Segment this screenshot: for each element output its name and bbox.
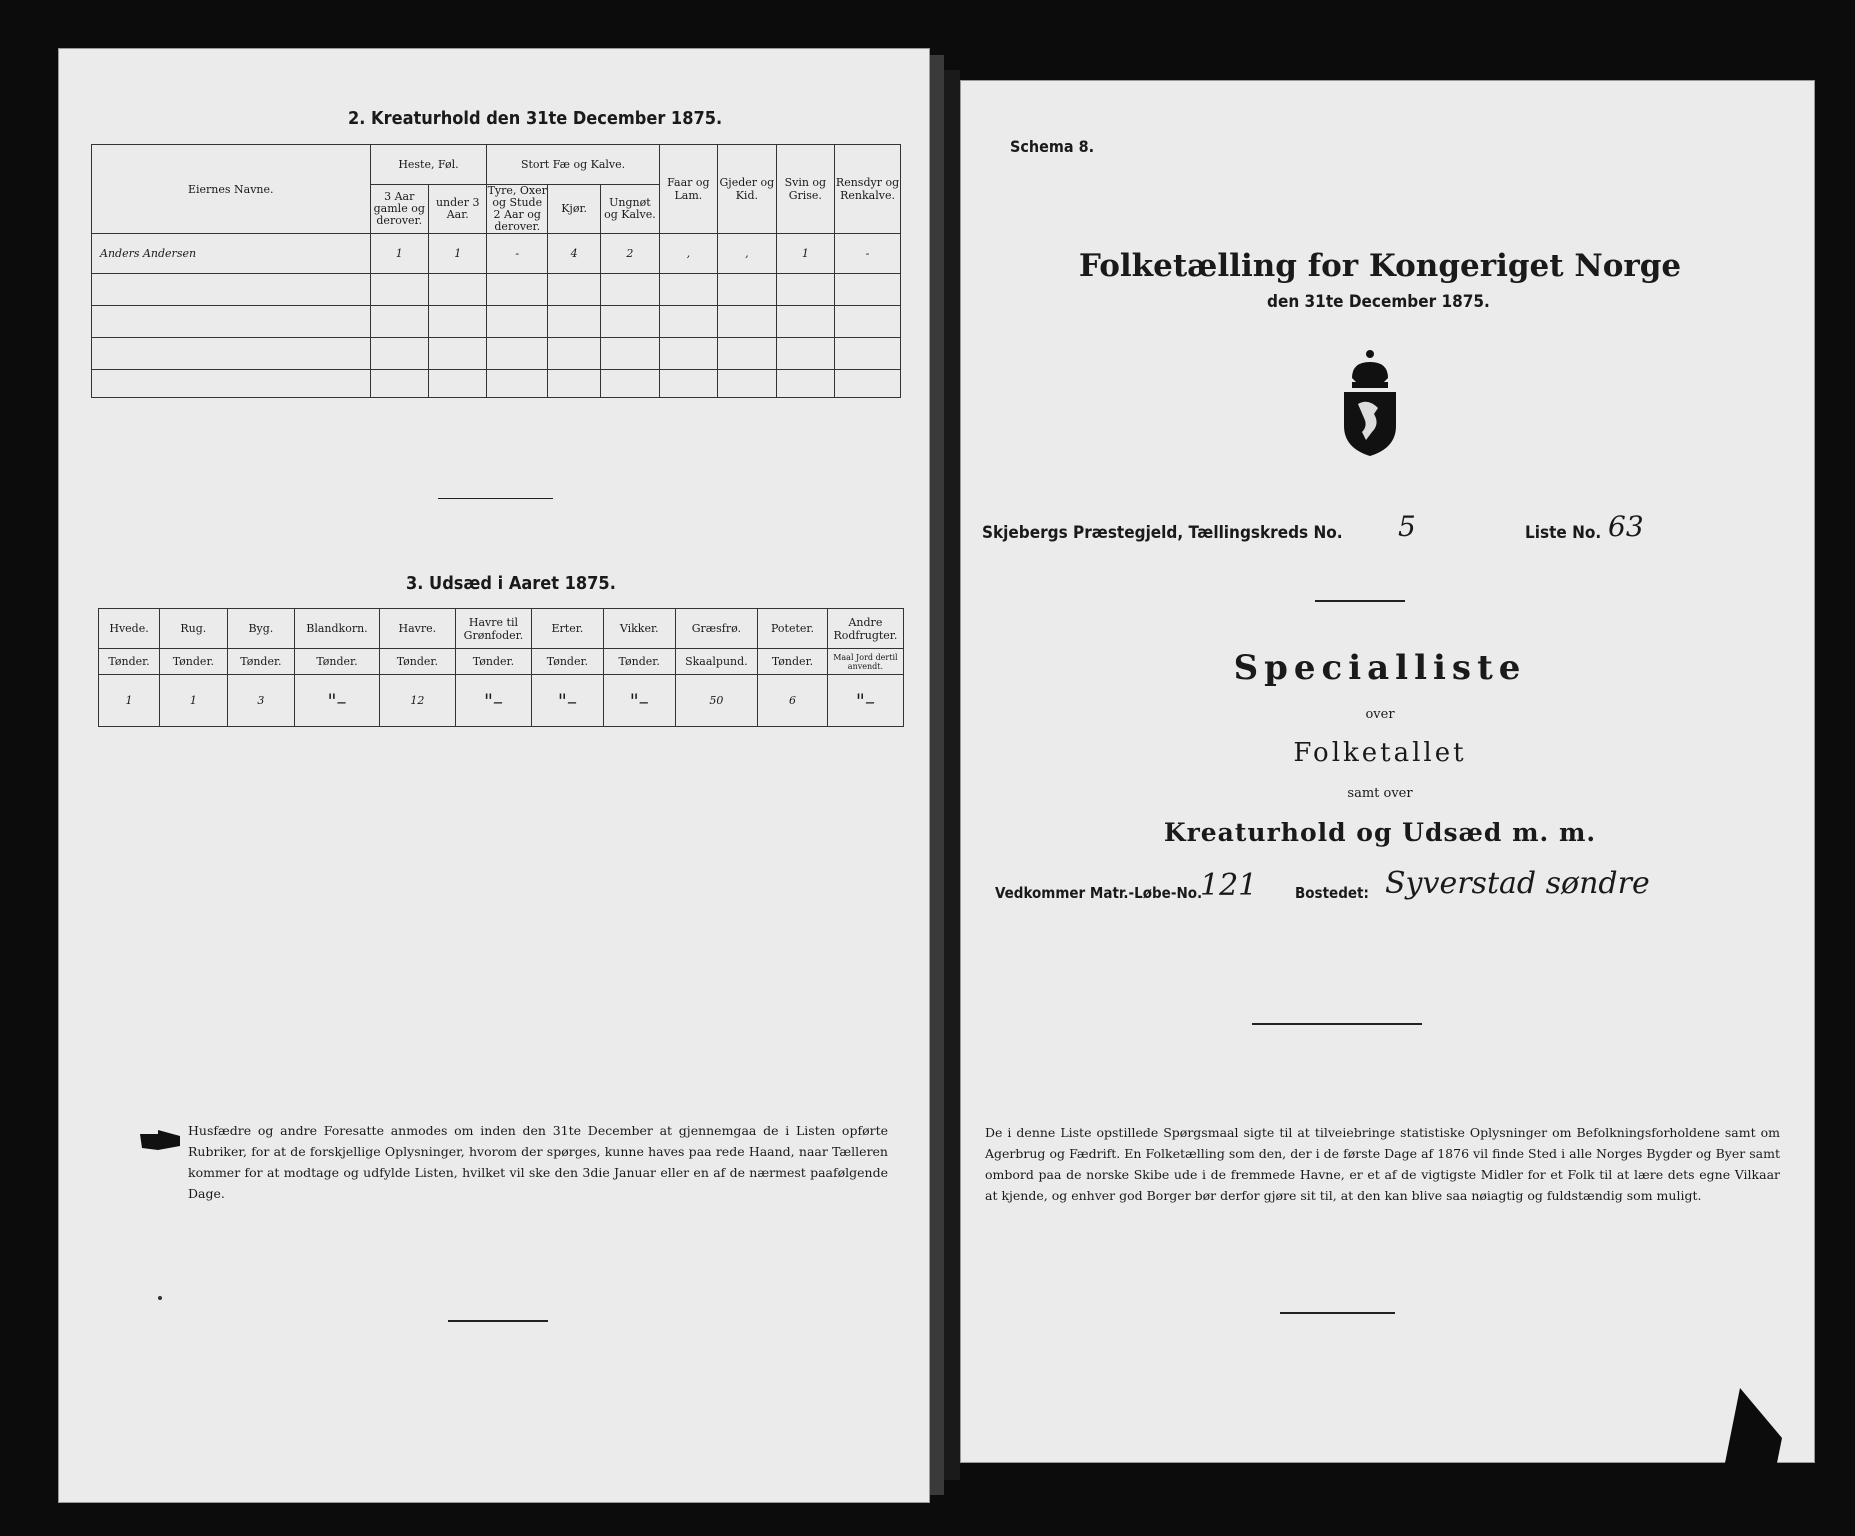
cell: 1 (99, 675, 160, 727)
section2-title: 2. Kreaturhold den 31te December 1875. (348, 108, 723, 129)
header-cattle-c: Ungnøt og Kalve. (601, 185, 659, 234)
cell: "– (603, 675, 675, 727)
header-oats: Havre. (379, 609, 455, 649)
cell: 2 (601, 234, 659, 274)
norway-coat-of-arms-icon (1338, 348, 1402, 458)
header-pigs: Svin og Grise. (776, 145, 834, 234)
header-owner: Eiernes Navne. (92, 145, 371, 234)
section3-title: 3. Udsæd i Aaret 1875. (406, 573, 616, 594)
header-wheat: Hvede. (99, 609, 160, 649)
sowing-table (98, 608, 904, 727)
district-number: 5 (1398, 510, 1416, 543)
header-cattle-b: Kjør. (548, 185, 601, 234)
parish-label: Skjebergs Præstegjeld, Tællingskreds No. (982, 523, 1343, 543)
header-horses: Heste, Føl. (370, 145, 487, 185)
header-cattle-a: Tyre, Oxer og Stude 2 Aar og derover. (487, 184, 547, 233)
cell: 1 (428, 234, 486, 274)
list-label: Liste No. (1525, 523, 1602, 543)
right-page (960, 80, 1815, 1463)
cell: 6 (758, 675, 828, 727)
bosted-value: Syverstad søndre (1385, 866, 1650, 901)
cell: 12 (379, 675, 455, 727)
header-barley: Byg. (227, 609, 295, 649)
divider (1252, 1023, 1422, 1025)
unit: Tønder. (379, 649, 455, 675)
ink-dot (158, 1296, 162, 1300)
header-goats: Gjeder og Kid. (718, 145, 776, 234)
cell: "– (531, 675, 603, 727)
cell: 4 (548, 234, 601, 274)
book-spine-left (930, 55, 944, 1495)
header-sheep: Faar og Lam. (659, 145, 717, 234)
over-label: over (1365, 707, 1395, 722)
unit: Tønder. (531, 649, 603, 675)
matr-label: Vedkommer Matr.-Løbe-No. (995, 884, 1203, 902)
table-row (92, 306, 901, 338)
cell: "– (455, 675, 531, 727)
unit: Tønder. (455, 649, 531, 675)
cell: 1 (160, 675, 228, 727)
page-tab-shape (1712, 1378, 1792, 1488)
owner-name: Anders Andersen (92, 234, 371, 274)
specialliste-heading: Specialliste (1233, 648, 1527, 688)
table-row (92, 338, 901, 370)
header-mixed-grain: Blandkorn. (295, 609, 380, 649)
header-reindeer: Rensdyr og Renkalve. (835, 145, 901, 234)
header-rye: Rug. (160, 609, 228, 649)
instructions-note: Husfædre og andre Foresatte anmodes om inden den 31te December at gjennemgaa de i Listen opførte Rubriker, for at de forskjellige Oplysninger, hvorom der spørges, kunne haves paa rede Haand, naar Tælleren kommer for at modtage og udfylde Listen, hvilket vil ske den 3die Januar eller en af de nærmest paafølgende Dage. (188, 1123, 888, 1201)
divider (1280, 1312, 1395, 1314)
divider (1315, 600, 1405, 602)
header-horses-a: 3 Aar gamle og derover. (370, 185, 428, 234)
table-row (92, 234, 901, 274)
unit: Tønder. (227, 649, 295, 675)
header-root-crops: Andre Rodfrugter. (827, 609, 903, 649)
cell: , (718, 234, 776, 274)
cell: "– (827, 675, 903, 727)
cell: 50 (675, 675, 758, 727)
livestock-table (91, 144, 901, 398)
header-potatoes: Poteter. (758, 609, 828, 649)
census-title: Folketælling for Kongeriget Norge (1078, 248, 1682, 284)
divider (438, 498, 553, 499)
cell: - (487, 234, 548, 274)
unit: Tønder. (603, 649, 675, 675)
pointing-hand-icon (138, 1128, 183, 1153)
table-row (99, 675, 904, 727)
list-number: 63 (1608, 510, 1644, 543)
unit: Tønder. (160, 649, 228, 675)
header-horses-b: under 3 Aar. (428, 185, 486, 234)
cell: "– (295, 675, 380, 727)
matr-number: 121 (1200, 868, 1258, 903)
table-row (92, 370, 901, 398)
unit: Tønder. (758, 649, 828, 675)
table-row (92, 274, 901, 306)
census-date: den 31te December 1875. (1267, 292, 1490, 312)
header-grass-seed: Græsfrø. (675, 609, 758, 649)
cell: , (659, 234, 717, 274)
header-cattle: Stort Fæ og Kalve. (487, 145, 659, 185)
kreaturhold-heading: Kreaturhold og Udsæd m. m. (1163, 818, 1597, 847)
cell: - (835, 234, 901, 274)
cell: 3 (227, 675, 295, 727)
header-green-oats: Havre til Grønfoder. (455, 609, 531, 649)
left-page (58, 48, 930, 1503)
divider (448, 1320, 548, 1322)
unit: Maal Jord dertil anvendt. (827, 649, 903, 675)
cell: 1 (776, 234, 834, 274)
book-spine-right (944, 70, 960, 1480)
folketallet-heading: Folketallet (1293, 738, 1467, 768)
schema-label: Schema 8. (1010, 137, 1095, 156)
cell: 1 (370, 234, 428, 274)
header-vetch: Vikker. (603, 609, 675, 649)
unit: Skaalpund. (675, 649, 758, 675)
unit: Tønder. (295, 649, 380, 675)
header-peas: Erter. (531, 609, 603, 649)
census-explanation: De i denne Liste opstillede Spørgsmaal sigte til at tilveiebringe statistiske Oplysninger om Befolkningsforholdene samt om Agerbrug og Fædrift. En Folketælling som den, der i de første Dage af 1876 vil finde Sted i alle Norges Bygder og Byer samt ombord paa de norske Skibe ude i de fremmede Havne, er et af de vigtigste Midler for et Folk til at lære dets egne Vilkaar at kjende, og enhver god Borger bør derfor gjøre sit til, at den kan blive saa nøiagtig og fuldstændig som muligt. (985, 1125, 1780, 1203)
bosted-label: Bostedet: (1295, 884, 1369, 902)
samt-over-label: samt over (1347, 786, 1413, 801)
unit: Tønder. (99, 649, 160, 675)
